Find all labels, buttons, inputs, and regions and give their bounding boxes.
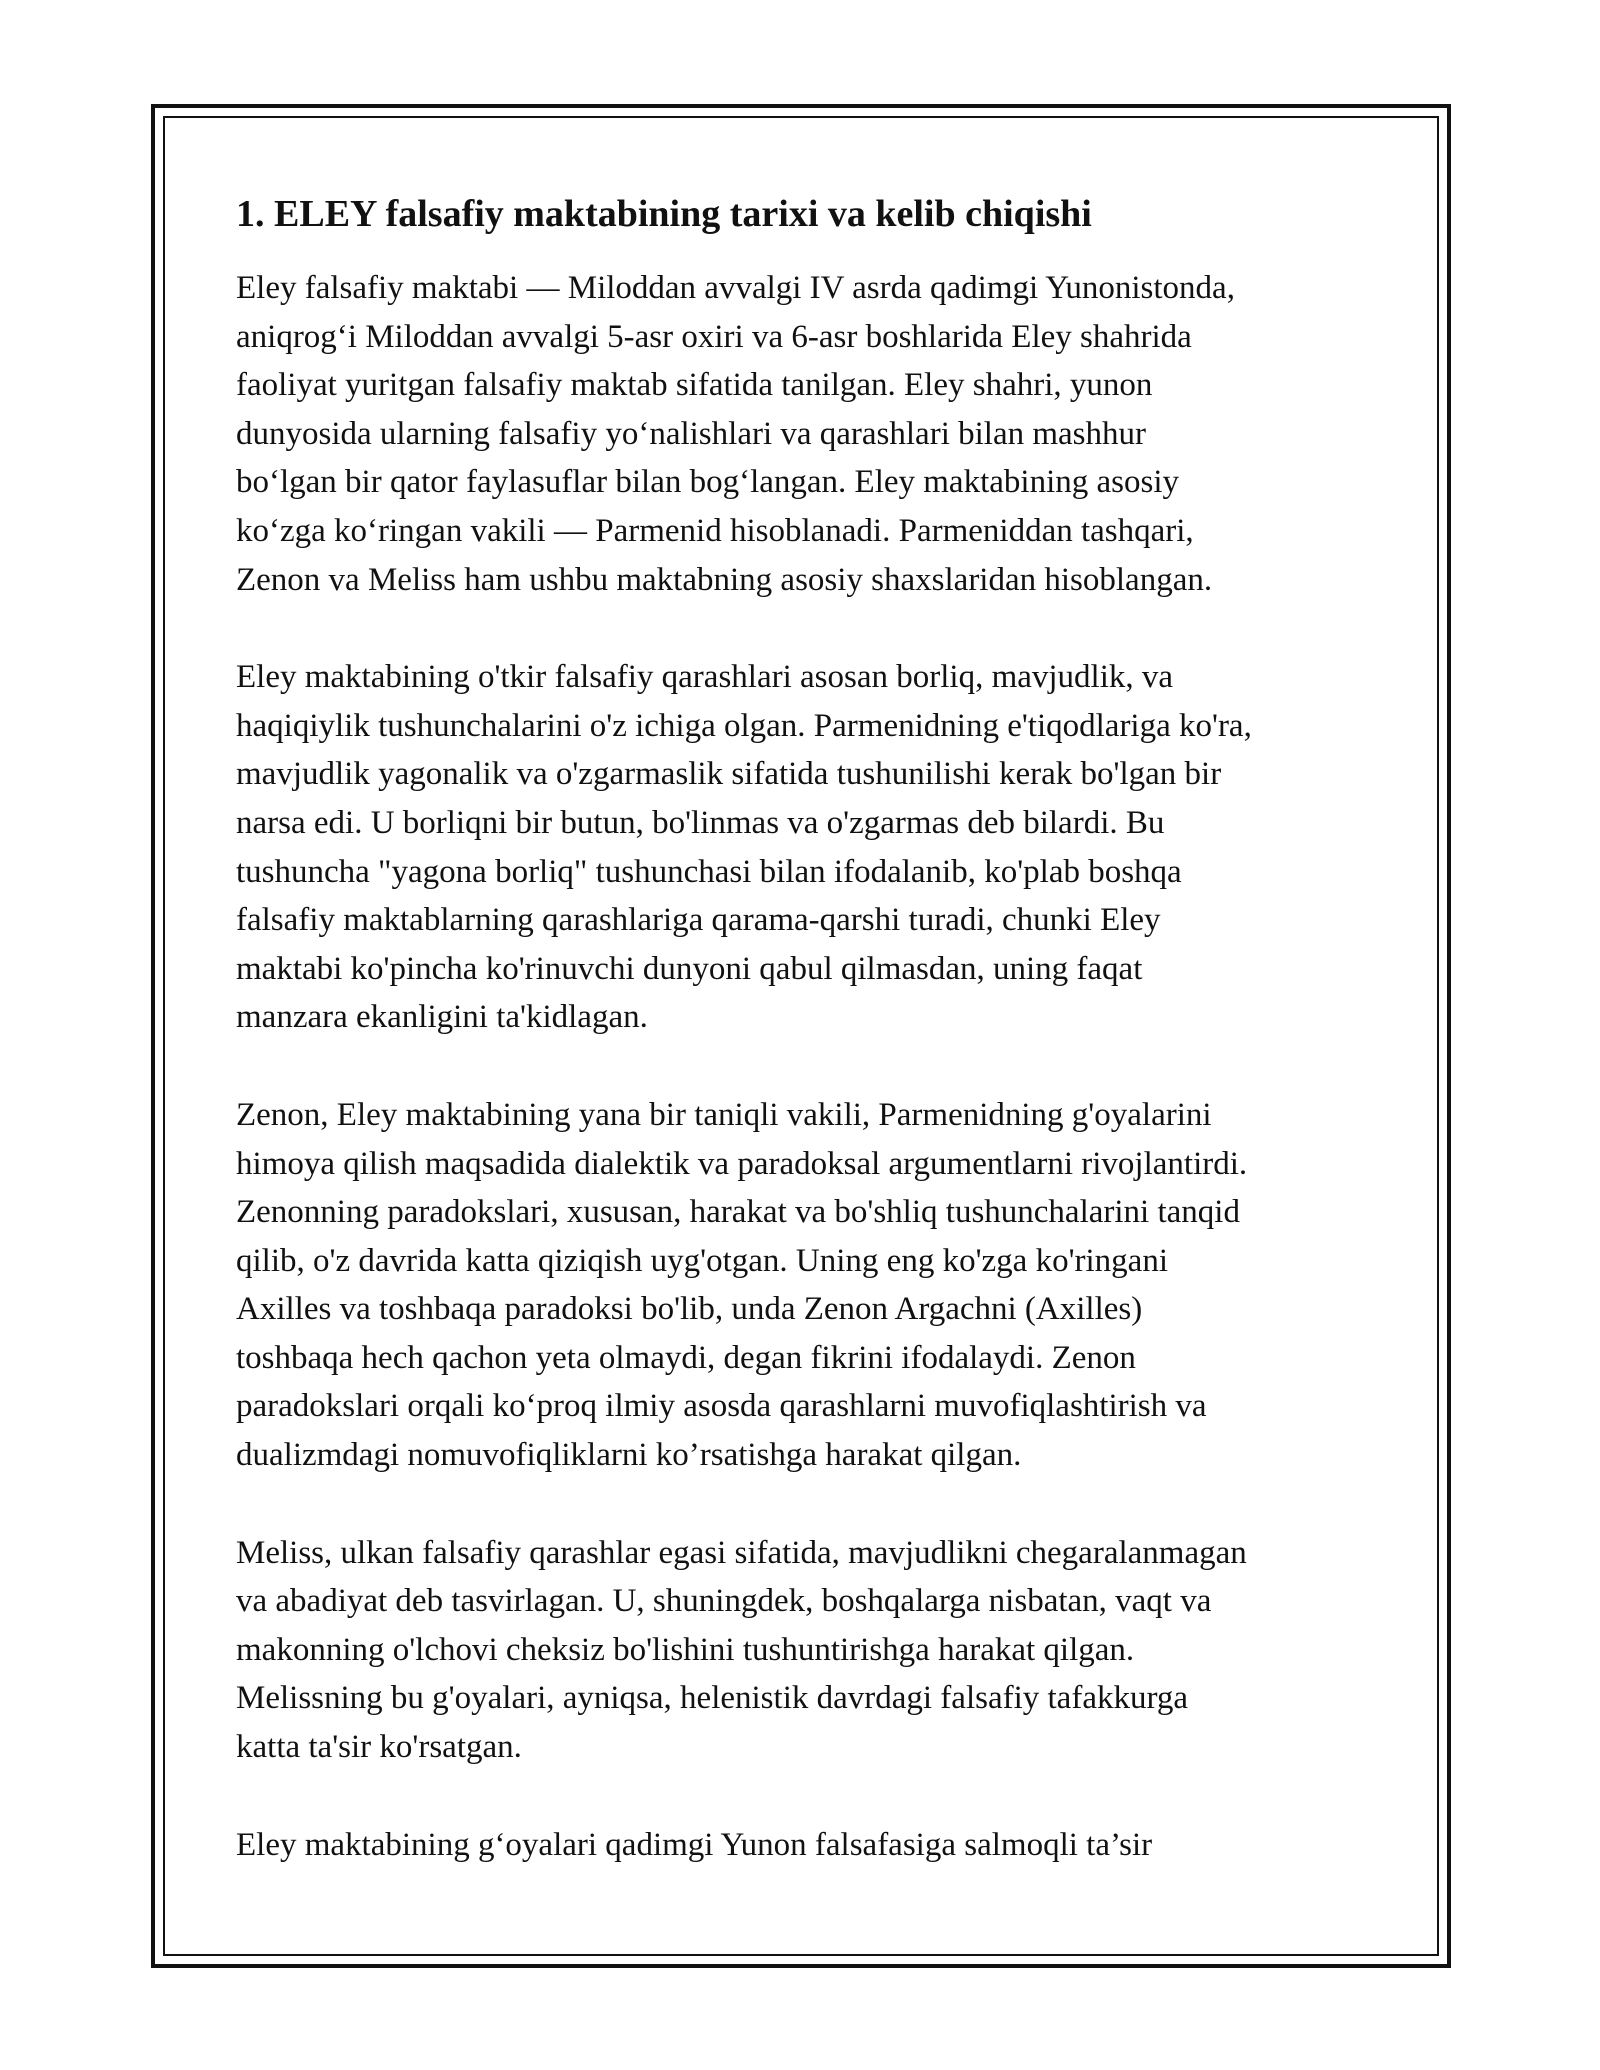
paragraph-intro: Eley falsafiy maktabi — Miloddan avvalgi IV asrda qadimgi Yunonistonda, aniqrog‘i Miloddan avvalgi 5-asr oxiri va 6-asr boshlarida Eley shahrida faoliyat yuritgan falsafiy maktab sifatida tanilgan. Eley shahri, yunon dunyosida ularning falsafiy yo‘nalishlari va qarashlari bilan mashhur bo‘lgan bir qator faylasuflar bilan bog‘langan. Eley maktabining asosiy ko‘zga ko‘ringan vakili — Parmenid hisoblanadi. Parmeniddan tashqari, Zenon va Meliss ham ushbu maktabning asosiy shaxslaridan hisoblangan. <box>236 270 1235 598</box>
document-body <box>236 188 1386 1918</box>
section-heading: 1. ELEY falsafiy maktabining tarixi va kelib chiqishi <box>236 193 1092 235</box>
paragraph-zeno: Zenon, Eley maktabining yana bir taniqli vakili, Parmenidning g'oyalarini himoya qilish maqsadida dialektik va paradoksal argumentlarni rivojlantirdi. Zenonning paradokslari, xususan, harakat va bo'shliq tushunchalarini tanqid qilib, o'z davrida katta qiziqish uyg'otgan. Uning eng ko'zga ko'ringani Axilles va toshbaqa paradoksi bo'lib, unda Zenon Argachni (Axilles) toshbaqa hech qachon yeta olmaydi, degan fikrini ifodalaydi. Zenon paradokslari orqali ko‘proq ilmiy asosda qarashlarni muvofiqlashtirish va dualizmdagi nomuvofiqliklarni ko’rsatishga harakat qilgan. <box>236 1096 1248 1474</box>
paragraph-melissus: Meliss, ulkan falsafiy qarashlar egasi sifatida, mavjudlikni chegaralanmagan va abadiyat deb tasvirlagan. U, shuningdek, boshqalarga nisbatan, vaqt va makonning o'lchovi cheksiz bo'lishini tushuntirishga harakat qilgan. Melissning bu g'oyalari, ayniqsa, helenistik davrdagi falsafiy tafakkurga katta ta'sir ko'rsatgan. <box>236 1534 1247 1766</box>
paragraph-parmenides: Eley maktabining o'tkir falsafiy qarashlari asosan borliq, mavjudlik, va haqiqiylik tushunchalarini o'z ichiga olgan. Parmenidning e'tiqodlariga ko'ra, mavjudlik yagonalik va o'zgarmaslik sifatida tushunilishi kerak bo'lgan bir narsa edi. U borliqni bir butun, bo'linmas va o'zgarmas deb bilardi. Bu tushuncha "yagona borliq" tushunchasi bilan ifodalanib, ko'plab boshqa falsafiy maktablarning qarashlariga qarama-qarshi turadi, chunki Eley maktabi ko'pincha ko'rinuvchi dunyoni qabul qilmasdan, uning faqat manzara ekanligini ta'kidlagan. <box>236 659 1252 1036</box>
paragraph-influence: Eley maktabining g‘oyalari qadimgi Yunon falsafasiga salmoqli ta’sir <box>236 1826 1153 1863</box>
